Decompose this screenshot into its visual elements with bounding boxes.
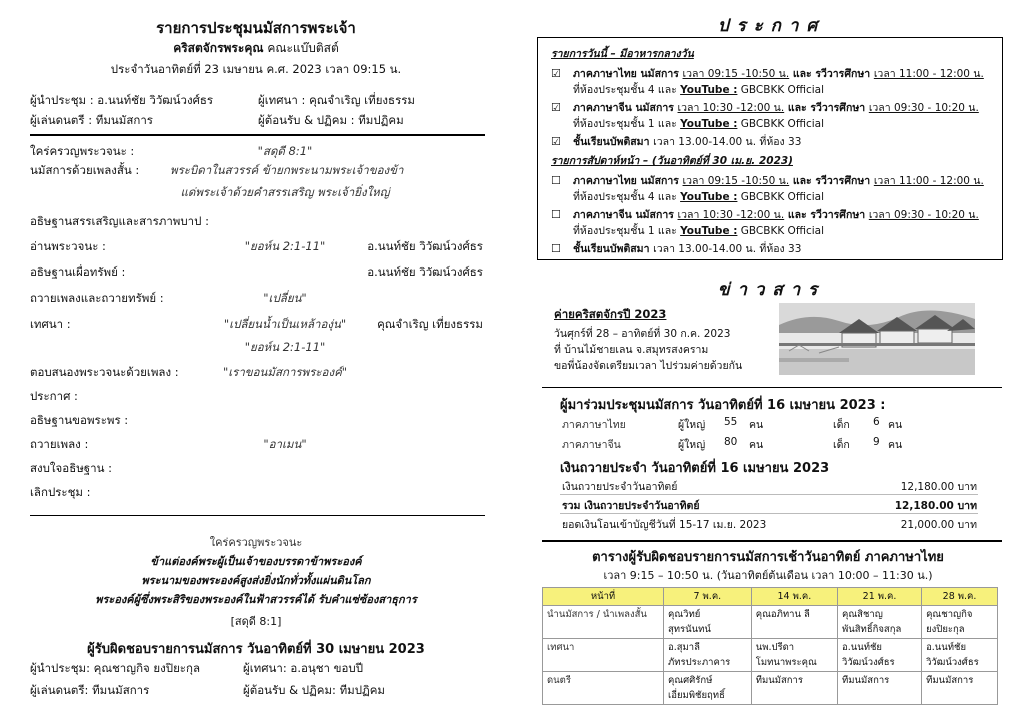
attendance-child-label: เด็ก — [833, 439, 850, 451]
news-title: ข่ า ว ส า ร — [717, 280, 819, 300]
schedule-row — [543, 606, 998, 639]
divider — [560, 494, 978, 495]
announcement-item-detail — [573, 222, 824, 239]
verse-text — [0, 552, 512, 609]
schedule-cell — [838, 606, 922, 639]
item-text: และ — [784, 102, 811, 114]
order-detail: "สดุดี 8:1" — [257, 144, 313, 158]
item-title: ภาคภาษาจีน นมัสการ — [573, 209, 678, 221]
schedule-header-cell: 28 พ.ค. — [922, 588, 998, 606]
cell-line: อ.สุมาลี — [668, 642, 700, 653]
attendance-adult-count: 55 — [724, 416, 738, 428]
announcement-item — [551, 206, 979, 223]
verse-heading: ใคร่ครวญพระวจนะ — [209, 536, 303, 549]
youtube-label: YouTube : — [680, 84, 738, 96]
order-label: ประกาศ : — [30, 389, 78, 403]
divider — [30, 134, 485, 136]
schedule-cell — [664, 606, 752, 639]
attendance-child-count: 6 — [873, 416, 880, 428]
order-person: อ.นนท์ชัย วิวัฒน์วงศ์ธร — [367, 239, 483, 253]
stilt-house-illustration — [779, 303, 975, 375]
camp-title: ค่ายคริสตจักรปี 2023 — [554, 307, 667, 321]
attendance-title: ผู้มาร่วมประชุมนมัสการ วันอาทิตย์ที่ 16 เมษายน 2023 : — [560, 398, 886, 413]
divider — [542, 387, 1002, 388]
cell-line: อ.นนท์ชัย — [926, 642, 967, 653]
channel-name: GBCBKK Official — [737, 84, 825, 96]
offering-amount: 21,000.00 บาท — [900, 519, 977, 531]
youtube-label: YouTube : — [680, 191, 738, 203]
service-date: ประจำวันอาทิตย์ที่ 23 เมษายน ค.ศ. 2023 เวลา 09:15 น. — [110, 62, 402, 76]
schedule-cell — [751, 606, 837, 639]
order-label: ตอบสนองพระวจนะด้วยเพลง : — [30, 365, 179, 379]
schedule-role — [543, 672, 664, 705]
order-detail: "เราขอนมัสการพระองค์" — [222, 365, 348, 379]
schedule-cell — [922, 639, 998, 672]
item-location: ที่ห้องประชุมชั้น 1 และ — [573, 118, 681, 130]
camp-line: ขอพี่น้องจัดเตรียมเวลา ไปร่วมค่ายด้วยกัน — [554, 360, 743, 372]
attendance-unit: คน — [749, 439, 764, 451]
channel-name: GBCBKK Official — [737, 225, 825, 237]
next-leader-row: ผู้นำประชุม: คุณชาญกิจ ยงปิยะกุล — [30, 661, 200, 675]
attendance-group: ภาคภาษาไทย — [562, 419, 626, 431]
schedule-cell — [838, 639, 922, 672]
channel-name: GBCBKK Official — [737, 191, 825, 203]
item-title: ชั้นเรียนบัพติสมา — [573, 243, 654, 255]
schedule-header-cell: 7 พ.ค. — [664, 588, 752, 606]
schedule-header-cell: 14 พ.ค. — [751, 588, 837, 606]
announcement-item — [551, 99, 979, 116]
order-detail: "ยอห์น 2:1-11" — [244, 340, 326, 354]
cell-line: เทศนา — [547, 642, 575, 653]
item-location: ที่ห้องประชุมชั้น 1 และ — [573, 225, 681, 237]
cell-line: นพ.ปรีดา — [755, 642, 795, 653]
offering-amount: 12,180.00 บาท — [900, 481, 977, 493]
offering-amount: 12,180.00 บาท — [894, 500, 977, 512]
cell-line: ทีมนมัสการ — [926, 675, 974, 686]
music-value: ทีมนมัสการ — [95, 113, 153, 127]
announcement-item — [551, 240, 801, 257]
order-detail: "อาเมน" — [263, 437, 307, 451]
schedule-role — [543, 606, 664, 639]
order-detail: "ยอห์น 2:1-11" — [244, 239, 326, 253]
item-title: ภาคภาษาจีน นมัสการ — [573, 102, 678, 114]
attendance-child-label: เด็ก — [833, 419, 850, 431]
item-title: รวีวารศึกษา — [815, 175, 874, 187]
cell-line: ยงปิยะกุล — [926, 624, 965, 635]
announcement-item — [551, 172, 984, 189]
order-label: เทศนา : — [30, 317, 71, 331]
item-text: และ — [789, 68, 816, 80]
announcement-item — [551, 133, 801, 150]
cell-line: คุณสิชาญ — [842, 609, 883, 620]
offering-title: เงินถวายประจำ วันอาทิตย์ที่ 16 เมษายน 2023 — [560, 461, 830, 476]
schedule-header-cell: 21 พ.ค. — [838, 588, 922, 606]
next-music-row: ผู้เล่นดนตรี: ทีมนมัสการ — [30, 683, 150, 697]
attendance-unit: คน — [749, 419, 764, 431]
attendance-unit: คน — [888, 439, 903, 451]
order-label: อ่านพระวจนะ : — [30, 239, 106, 253]
announcement-item-detail — [573, 115, 824, 132]
announcements-title: ป ร ะ ก า ศ — [717, 16, 819, 36]
camp-photo — [779, 303, 975, 375]
channel-name: GBCBKK Official — [737, 118, 825, 130]
music-row: ผู้เล่นดนตรี : ทีมนมัสการ — [30, 113, 153, 127]
order-label: อธิษฐานสรรเสริญและสารภาพบาป : — [30, 214, 209, 228]
right-panel — [512, 0, 1024, 725]
attendance-child-count: 9 — [873, 436, 880, 448]
item-location: ที่ห้องประชุมชั้น 4 และ — [573, 84, 681, 96]
order-label: อธิษฐานขอพระพร : — [30, 413, 129, 427]
schedule-cell — [664, 639, 752, 672]
order-label: นมัสการด้วยเพลงสั้น : — [30, 163, 140, 177]
youtube-label: YouTube : — [680, 225, 738, 237]
preacher-row: ผู้เทศนา : คุณจำเริญ เที่ยงธรรม — [258, 93, 415, 107]
item-location: ที่ห้องประชุมชั้น 4 และ — [573, 191, 681, 203]
divider — [560, 513, 978, 514]
announcement-item-detail — [573, 188, 824, 205]
schedule-header-cell: หน้าที่ — [543, 588, 664, 606]
welcome-value: ทีมปฏิคม — [358, 113, 404, 127]
order-label: อธิษฐานเผื่อทรัพย์ : — [30, 265, 126, 279]
schedule-cell — [922, 672, 998, 705]
church-suffix: คณะแบ๊บติสต์ — [267, 41, 339, 55]
cell-line: พันสิทธิ์กิจสกุล — [842, 624, 902, 635]
schedule-cell — [664, 672, 752, 705]
next-welcome-row: ผู้ต้อนรับ & ปฏิคม: ทีมปฏิคม — [243, 683, 386, 697]
order-person: อ.นนท์ชัย วิวัฒน์วงศ์ธร — [367, 265, 483, 279]
schedule-row — [543, 672, 998, 705]
announcement-item — [551, 65, 984, 82]
verse-reference: [สดุดี 8:1] — [230, 615, 282, 628]
attendance-adult-label: ผู้ใหญ่ — [678, 419, 706, 431]
item-title: รวีวารศึกษา — [815, 68, 874, 80]
item-text: และ — [784, 209, 811, 221]
checkbox-icon: ☑ — [551, 67, 561, 80]
divider — [30, 515, 485, 516]
item-title: รวีวารศึกษา — [810, 102, 869, 114]
schedule-cell — [751, 672, 837, 705]
item-title: รวีวารศึกษา — [810, 209, 869, 221]
schedule-header-row — [543, 588, 998, 606]
item-time: เวลา 13.00-14.00 น. ที่ห้อง 33 — [653, 243, 802, 255]
leader-value: อ.นนท์ชัย วิวัฒน์วงศ์ธร — [97, 93, 214, 107]
offering-label: ยอดเงินโอนเข้าบัญชีวันที่ 15-17 เม.ย. 2023 — [562, 519, 767, 531]
cell-line: วิวัฒน์วงศ์ธร — [842, 657, 895, 668]
church-name-line — [0, 39, 512, 58]
checkbox-icon: ☑ — [551, 101, 561, 114]
camp-line: ที่ บ้านไม้ชายเลน จ.สมุทรสงคราม — [554, 344, 709, 356]
checkbox-icon: ☐ — [551, 208, 561, 221]
item-time: เวลา 09:15 -10:50 น. — [682, 68, 790, 80]
schedule-row — [543, 639, 998, 672]
verse-line: พระองค์ผู้ซึ่งพระสิริของพระองค์ในฟ้าสวรรค์ได้ รับคำแซ่ซ้องสาธุการ — [95, 593, 417, 606]
today-heading: รายการวันนี้ – มีอาหารกลางวัน — [551, 48, 694, 60]
checkbox-icon: ☐ — [551, 174, 561, 187]
cell-line: โมทนาพระคุณ — [755, 657, 817, 668]
order-detail: "เปลี่ยน" — [263, 291, 307, 305]
schedule-role — [543, 639, 664, 672]
cell-line: อ.นนท์ชัย — [842, 642, 882, 653]
item-time: เวลา 10:30 -12:00 น. — [677, 102, 785, 114]
cell-line: ภัทรประภาคาร — [668, 657, 731, 668]
item-title: ภาคภาษาไทย นมัสการ — [573, 175, 683, 187]
announcement-item-detail — [573, 81, 824, 98]
verse-line: พระนามของพระองค์สูงส่งยิ่งนักทั่วทั้งแผ่นดินโลก — [141, 574, 371, 587]
schedule-cell — [751, 639, 837, 672]
offering-label: รวม เงินถวายประจำวันอาทิตย์ — [562, 500, 700, 512]
item-time: เวลา 13.00-14.00 น. ที่ห้อง 33 — [653, 136, 802, 148]
order-label: ถวายเพลง : — [30, 437, 89, 451]
schedule-subtitle: เวลา 9:15 – 10:50 น. (วันอาทิตย์ต้นเดือน เวลา 10:00 – 11:30 น.) — [603, 569, 933, 582]
item-text: และ — [789, 175, 816, 187]
attendance-adult-count: 80 — [724, 436, 738, 448]
cell-line: คุณศศิรักษ์ — [668, 675, 713, 686]
cell-line: ทีมนมัสการ — [755, 675, 803, 686]
camp-line: วันศุกร์ที่ 28 – อาทิตย์ที่ 30 ก.ค. 2023 — [554, 328, 731, 340]
item-time: เวลา 11:00 - 12:00 น. — [873, 68, 984, 80]
attendance-unit: คน — [888, 419, 903, 431]
item-time: เวลา 09:30 - 10:20 น. — [868, 209, 979, 221]
cell-line: วิวัฒน์วงศ์ธร — [926, 657, 979, 668]
cell-line: สุทรนันทน์ — [668, 624, 711, 635]
order-person: คุณจำเริญ เที่ยงธรรม — [377, 317, 483, 331]
cell-line: ดนตรี — [547, 675, 571, 686]
item-time: เวลา 09:30 - 10:20 น. — [868, 102, 979, 114]
item-time: เวลา 09:15 -10:50 น. — [682, 175, 790, 187]
order-detail: "เปลี่ยนน้ำเป็นเหล้าองุ่น" — [223, 317, 347, 331]
schedule-title: ตารางผู้รับผิดชอบรายการนมัสการเช้าวันอาทิตย์ ภาคภาษาไทย — [592, 550, 944, 565]
checkbox-icon: ☑ — [551, 135, 561, 148]
verse-line: ข้าแต่องค์พระผู้เป็นเจ้าของบรรดาข้าพระองค์ — [150, 555, 362, 568]
order-detail: พระบิดาในสวรรค์ ข้ายกพระนามพระเจ้าของข้า — [170, 163, 404, 177]
item-title: ภาคภาษาไทย นมัสการ — [573, 68, 683, 80]
schedule-table — [542, 587, 998, 705]
youtube-label: YouTube : — [680, 118, 738, 130]
cell-line: ทีมนมัสการ — [842, 675, 890, 686]
welcome-row: ผู้ต้อนรับ & ปฏิคม : ทีมปฏิคม — [258, 113, 404, 127]
next-preacher-row: ผู้เทศนา: อ.อนุชา ขอบปี — [243, 661, 364, 675]
cell-line: นำนมัสการ / นำเพลงสั้น — [547, 609, 647, 620]
divider — [542, 540, 1002, 542]
next-week-heading: รายการสัปดาห์หน้า – (วันอาทิตย์ที่ 30 เม.ย. 2023) — [551, 155, 793, 167]
item-title: ชั้นเรียนบัพติสมา — [573, 136, 654, 148]
order-label: เลิกประชุม : — [30, 485, 91, 499]
cell-line: เอี่ยมพิชัยฤทธิ์ — [668, 690, 725, 701]
attendance-group: ภาคภาษาจีน — [562, 439, 621, 451]
offering-label: เงินถวายประจำวันอาทิตย์ — [562, 481, 678, 493]
order-label: ใคร่ครวญพระวจนะ : — [30, 144, 135, 158]
attendance-adult-label: ผู้ใหญ่ — [678, 439, 706, 451]
preacher-value: คุณจำเริญ เที่ยงธรรม — [309, 93, 415, 107]
next-week-title: ผู้รับผิดชอบรายการนมัสการ วันอาทิตย์ที่ 30 เมษายน 2023 — [87, 642, 425, 657]
checkbox-icon: ☐ — [551, 242, 561, 255]
order-label: ถวายเพลงและถวายทรัพย์ : — [30, 291, 164, 305]
page-title: รายการประชุมนมัสการพระเจ้า — [156, 19, 356, 37]
order-detail: แด่พระเจ้าด้วยคำสรรเสริญ พระเจ้ายิ่งใหญ่ — [180, 185, 390, 199]
church-name: คริสตจักรพระคุณ — [173, 41, 264, 55]
cell-line: คุณวิทย์ — [668, 609, 701, 620]
schedule-cell — [922, 606, 998, 639]
item-time: เวลา 11:00 - 12:00 น. — [873, 175, 984, 187]
cell-line: คุณชาญกิจ — [926, 609, 973, 620]
order-label: สงบใจอธิษฐาน : — [30, 461, 112, 475]
schedule-cell — [838, 672, 922, 705]
item-time: เวลา 10:30 -12:00 น. — [677, 209, 785, 221]
cell-line: คุณอภิทาน ลี — [755, 609, 810, 620]
leader-row: ผู้นำประชุม : อ.นนท์ชัย วิวัฒน์วงศ์ธร — [30, 93, 214, 107]
